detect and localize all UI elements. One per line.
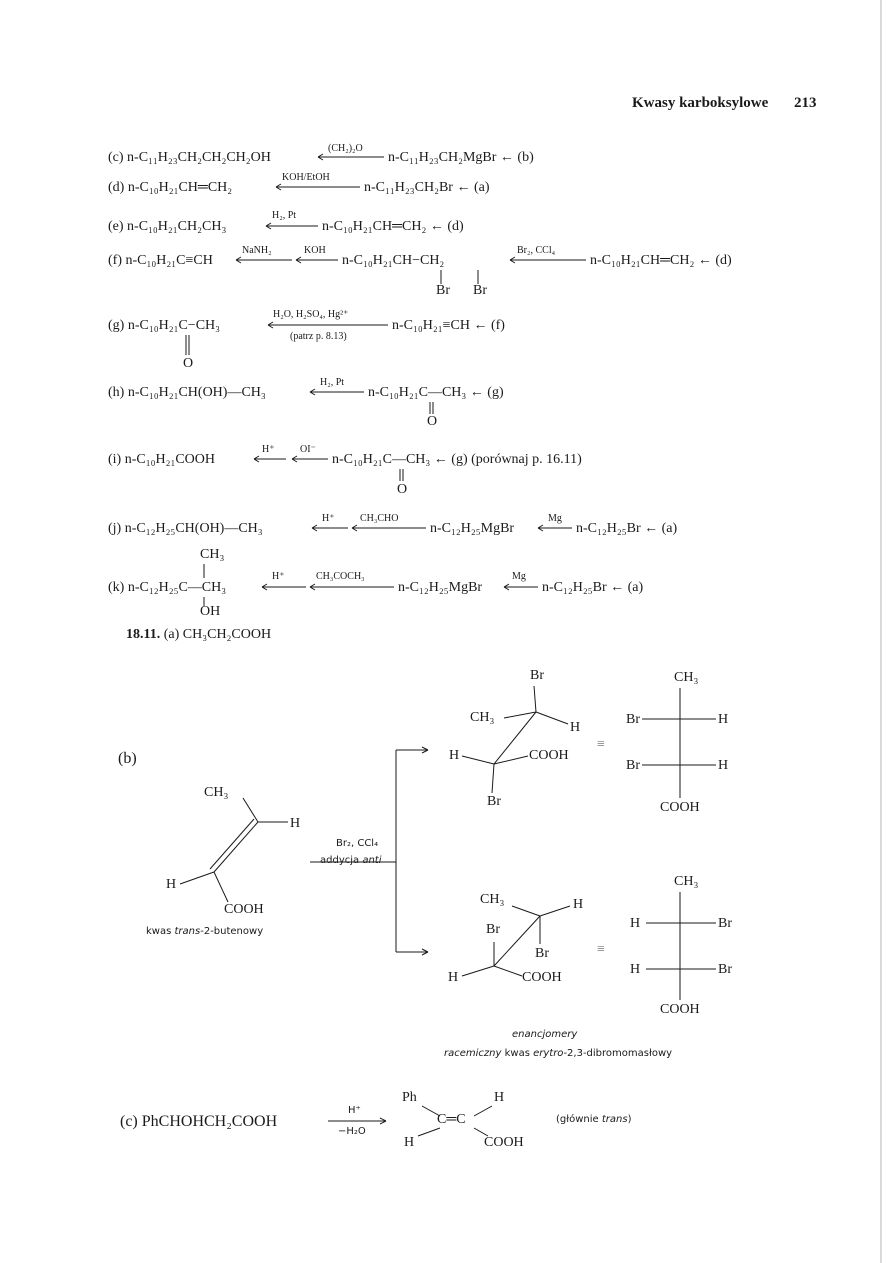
line-j-reagent-3: Mg [548, 513, 562, 524]
top-product-br-2: Br [487, 794, 501, 809]
top-fischer-br-2: Br [626, 758, 640, 773]
line-i-reagent-1: H⁺ [262, 444, 275, 455]
reactant-h-1: H [290, 816, 301, 831]
running-header: Kwasy karboksylowe 213 [632, 95, 817, 111]
line-i: (i) n-C₁₀H₂₁COOH [108, 452, 216, 467]
line-f: (f) n-C₁₀H₂₁C≡CH [108, 253, 213, 268]
product-h-2: H [404, 1135, 415, 1150]
top-fischer-h-1: H [718, 712, 729, 727]
line-i-reagent-2: OI⁻ [300, 444, 316, 455]
enantiomers-caption: enancjomery [512, 1029, 578, 1040]
line-h-oxygen: O [427, 414, 438, 429]
line-j-reagent-1: H⁺ [322, 513, 335, 524]
section-c-reagent-top: H⁺ [348, 1105, 361, 1116]
bottom-product-carboxyl: COOH [522, 970, 562, 985]
line-c-right: n-C₁₁H₂₃CH₂MgBr ← (b) [388, 150, 534, 165]
reagent-label: Br₂, CCl₄ [336, 838, 379, 849]
line-f-br-1: Br [436, 283, 450, 298]
line-g-reagent-note: (patrz p. 8.13) [290, 331, 347, 342]
line-e-right: n-C₁₀H₂₁CH═CH₂ ← (d) [322, 219, 464, 234]
section-18-11: 18.11. (a) CH₃CH₂COOH [126, 627, 272, 642]
reactant-carboxyl: COOH [224, 902, 264, 917]
line-f-br-2: Br [473, 283, 487, 298]
bottom-fischer-br-1: Br [718, 916, 732, 931]
line-k-reagent-3: Mg [512, 571, 526, 582]
line-k-reagent-1: H⁺ [272, 571, 285, 582]
bottom-product-br-1: Br [486, 922, 500, 937]
line-d-right: n-C₁₁H₂₃CH₂Br ← (a) [364, 180, 490, 195]
top-product-h-2: H [449, 748, 460, 763]
line-e: (e) n-C₁₀H₂₁CH₂CH₃ [108, 219, 227, 234]
reagent-note: addycja anti [320, 855, 382, 866]
top-fischer-br-1: Br [626, 712, 640, 727]
top-equivalence: ≡ [597, 737, 605, 752]
line-k-hydroxyl: OH [200, 604, 221, 619]
line-f-right: n-C₁₀H₂₁CH═CH₂ ← (d) [590, 253, 732, 268]
bottom-product-h-2: H [448, 970, 459, 985]
line-e-reagent: H₂, Pt [272, 210, 297, 221]
product-double-bond: C═C [437, 1112, 466, 1127]
product-note: (głównie trans) [556, 1114, 632, 1125]
line-j: (j) n-C₁₂H₂₅CH(OH)—CH₃ [108, 521, 263, 536]
line-h-right: n-C₁₀H₂₁C—CH₃ ← (g) [368, 385, 504, 400]
line-f-mid: n-C₁₀H₂₁CH−CH₂ [342, 253, 445, 268]
section-c-reactant: (c) PhCHOHCH₂COOH [120, 1113, 278, 1130]
line-c: (c) n-C₁₁H₂₃CH₂CH₂CH₂OH [108, 150, 271, 165]
line-g: (g) n-C₁₀H₂₁C−CH₃ [108, 318, 221, 333]
bottom-equivalence: ≡ [597, 942, 605, 957]
bottom-fischer-h-2: H [630, 962, 641, 977]
line-c-reagent: (CH₂)₂O [328, 143, 363, 154]
line-i-oxygen: O [397, 482, 408, 497]
bottom-fischer-carboxyl: COOH [660, 1002, 700, 1017]
line-j-right: n-C₁₂H₂₅Br ← (a) [576, 521, 678, 536]
line-k-mid: n-C₁₂H₂₅MgBr [398, 580, 483, 595]
line-h-reagent: H₂, Pt [320, 377, 345, 388]
top-product-methyl: CH₃ [470, 710, 495, 725]
line-j-mid: n-C₁₂H₂₅MgBr [430, 521, 515, 536]
product-carboxyl: COOH [484, 1135, 524, 1150]
section-c-reagent-bottom: −H₂O [338, 1126, 366, 1137]
line-k-methyl: CH₃ [200, 547, 225, 562]
line-g-reagent: H₂O, H₂SO₄, Hg²⁺ [273, 309, 349, 320]
bottom-fischer-methyl: CH₃ [674, 874, 699, 889]
racemic-caption: racemiczny kwas erytro-2,3-dibromomasłowy [444, 1048, 673, 1059]
line-h: (h) n-C₁₀H₂₁CH(OH)—CH₃ [108, 385, 266, 400]
top-product-br-1: Br [530, 668, 544, 683]
reactant-methyl: CH₃ [204, 785, 229, 800]
line-g-right: n-C₁₀H₂₁≡CH ← (f) [392, 318, 505, 333]
line-f-reagent-1: NaNH₂ [242, 245, 272, 256]
line-f-reagent-2: KOH [304, 245, 326, 256]
line-j-reagent-2: CH₃CHO [360, 513, 399, 524]
line-i-right: n-C₁₀H₂₁C—CH₃ ← (g) (porównaj p. 16.11) [332, 452, 582, 467]
reactant-h-2: H [166, 877, 177, 892]
product-phenyl: Ph [402, 1090, 417, 1105]
line-k-right: n-C₁₂H₂₅Br ← (a) [542, 580, 644, 595]
line-d: (d) n-C₁₀H₂₁CH═CH₂ [108, 180, 233, 195]
top-fischer-methyl: CH₃ [674, 670, 699, 685]
top-product-carboxyl: COOH [529, 748, 569, 763]
line-g-oxygen: O [183, 356, 194, 371]
bottom-product-h-1: H [573, 897, 584, 912]
top-fischer-h-2: H [718, 758, 729, 773]
bottom-fischer-h-1: H [630, 916, 641, 931]
line-f-reagent-3: Br₂, CCl₄ [517, 245, 556, 256]
top-fischer-carboxyl: COOH [660, 800, 700, 815]
reactant-caption: kwas trans-2-butenowy [146, 926, 264, 937]
section-b-label: (b) [118, 750, 137, 767]
line-k: (k) n-C₁₂H₂₅C—CH₃ [108, 580, 227, 595]
top-product-h-1: H [570, 720, 581, 735]
product-h-1: H [494, 1090, 505, 1105]
line-d-reagent: KOH/EtOH [282, 172, 330, 183]
line-k-reagent-2: CH₃COCH₃ [316, 571, 365, 582]
bottom-fischer-br-2: Br [718, 962, 732, 977]
bottom-product-methyl: CH₃ [480, 892, 505, 907]
bottom-product-br-2: Br [535, 946, 549, 961]
